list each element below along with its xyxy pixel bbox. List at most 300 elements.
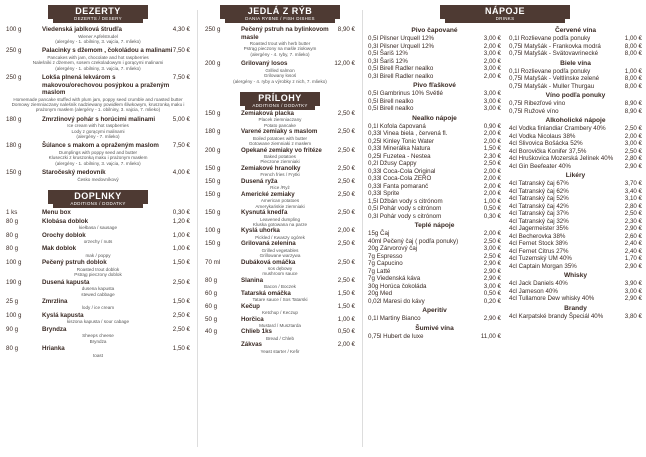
- menu-item: [205, 110, 355, 128]
- item-description: Baked potatoes: [264, 154, 296, 160]
- menu-item: [205, 191, 355, 209]
- drink-row: [509, 280, 642, 288]
- drink-row: [509, 35, 642, 43]
- drink-row: [509, 75, 642, 83]
- item-price: 1,50 €: [172, 345, 190, 353]
- drink-price: 2,00 €: [483, 182, 501, 190]
- item-description: Bacon / Boczek: [264, 284, 296, 290]
- drink-price: 2,00 €: [483, 230, 501, 237]
- drink-row: [509, 133, 642, 141]
- item-weight: 100 g: [205, 227, 221, 235]
- item-name: Orochy doblok: [42, 231, 86, 239]
- menu-item-row: [6, 312, 190, 320]
- item-weight: 180 g: [6, 142, 22, 150]
- drink-row: [368, 175, 501, 183]
- item-weight: 150 g: [205, 109, 221, 117]
- item-weight: 200 g: [205, 60, 221, 68]
- drink-row: [509, 188, 642, 196]
- drink-row: [509, 210, 642, 218]
- item-name: Grilovaná zelenina: [241, 240, 296, 248]
- drink-row: [368, 183, 501, 191]
- item-price: 2,50 €: [337, 164, 355, 172]
- menu-item: [6, 345, 190, 358]
- menu-item-row: [6, 218, 190, 226]
- menu-item: [6, 298, 190, 311]
- menu-item: [205, 341, 355, 354]
- item-price: 2,00 €: [337, 227, 355, 235]
- drink-price: 1,70 €: [624, 255, 642, 262]
- item-price: 4,00 €: [172, 169, 190, 177]
- item-price: 2,50 €: [337, 258, 355, 266]
- drink-name: 4cl Karpatské brandy Špeciál 40%: [509, 312, 604, 320]
- item-weight: 80 g: [6, 231, 19, 239]
- menu-item: [205, 328, 355, 341]
- item-description: Dumplings with poppy seed and butter: [58, 149, 138, 155]
- drink-name: 4cl Borovička Konifer 37,5%: [509, 147, 587, 155]
- drink-name: 0,75l Matyšák - Veltlínske zelené: [509, 75, 600, 82]
- drink-name: 0,75l Matyšák - Svätovavrinecké: [509, 50, 599, 57]
- drink-name: 4cl Vodka Nicolaus 38%: [509, 132, 576, 140]
- drink-price: 2,00 €: [483, 137, 501, 145]
- column-drinks: [364, 0, 646, 340]
- item-weight: 250 g: [6, 74, 22, 82]
- item-description: Ice cream with hot raspberries: [67, 123, 129, 129]
- menu-item-row: [6, 209, 190, 217]
- drink-row: [509, 233, 642, 241]
- drink-row: [509, 218, 642, 226]
- section-title: DOPLNKY: [74, 191, 122, 202]
- drink-group-heading: Šumivé vína: [415, 324, 454, 332]
- item-name: Staročeský medovník: [42, 169, 106, 177]
- drink-name: 0,5l Pohár vody s citrónom: [368, 205, 442, 212]
- drink-row: [509, 140, 642, 148]
- item-weight: 150 g: [205, 164, 221, 172]
- drink-row: [509, 100, 642, 108]
- item-weight: 70 ml: [205, 258, 221, 266]
- drink-row: [368, 35, 501, 43]
- menu-item: [205, 147, 355, 165]
- drink-row: [509, 313, 642, 321]
- item-price: 1,20 €: [172, 217, 190, 225]
- drink-price: 2,90 €: [483, 267, 501, 275]
- item-weight: 200 g: [205, 146, 221, 154]
- item-name: Hrianka: [42, 345, 65, 353]
- section-banner-drinks: [445, 5, 565, 23]
- menu-item-row: [6, 169, 190, 177]
- item-description: (alergény - 7. mlieko): [76, 134, 120, 140]
- item-description: (alergény - 4. ryby a výrobky z nich, 7. mlieko): [233, 78, 327, 84]
- item-description: Pickled / Kwaszy ogórek: [255, 234, 305, 240]
- drink-price: 2,00 €: [483, 175, 501, 182]
- menu-item-row: [205, 128, 355, 136]
- item-price: 2,00 €: [337, 341, 355, 349]
- drink-price: 3,10 €: [624, 195, 642, 202]
- drink-name: 0,5l Gambrinus 10% Světlé: [368, 90, 443, 97]
- menu-item-row: [6, 26, 190, 34]
- drink-name: 40ml Pečený čaj ( podľa ponuky): [368, 237, 459, 245]
- item-description: Bread / Chleb: [265, 335, 295, 341]
- drink-price: 2,40 €: [624, 240, 642, 247]
- item-price: 0,50 €: [337, 328, 355, 336]
- drink-price: 2,30 €: [624, 217, 642, 225]
- drink-row: [368, 58, 501, 66]
- item-weight: 180 g: [205, 128, 221, 136]
- item-description: Bryndza: [89, 338, 107, 344]
- menu-item: [205, 240, 355, 258]
- item-price: 2,50 €: [172, 278, 190, 286]
- item-weight: 100 g: [6, 26, 22, 33]
- drink-name: 4cl Fernet Citrus 27%: [509, 247, 569, 255]
- drink-price: 2,50 €: [624, 210, 642, 217]
- drink-name: 4cl Jagermeister 35%: [509, 225, 569, 232]
- drink-name: 20g Zárvorový čaj: [368, 245, 418, 252]
- drink-row: [368, 198, 501, 206]
- drink-price: 3,90 €: [624, 280, 642, 287]
- drink-name: 4cl Tatranský čaj 67%: [509, 180, 569, 187]
- menu-item: [6, 26, 190, 44]
- drink-row: [368, 245, 501, 253]
- drink-row: [368, 43, 501, 51]
- drink-price: 2,90 €: [624, 225, 642, 232]
- item-weight: 90 g: [6, 325, 19, 333]
- item-name: Zákvas: [241, 341, 262, 349]
- item-weight: 190 g: [6, 278, 22, 286]
- drink-row: [368, 205, 501, 213]
- drink-row: [509, 43, 642, 51]
- item-description: Tatare sauce / Sos Tatarski: [252, 297, 308, 303]
- drink-price: 2,50 €: [483, 160, 501, 167]
- item-name: Kysnutá knedľa: [241, 209, 288, 216]
- item-weight: 250 g: [6, 47, 22, 55]
- section-banner-fish: [225, 5, 335, 23]
- drink-row: [368, 168, 501, 176]
- item-price: 1,00 €: [337, 315, 355, 323]
- drink-name: 0,75l Ribezľové víno: [509, 100, 566, 107]
- menu-item: [6, 142, 190, 166]
- item-weight: 180 g: [6, 115, 22, 123]
- drink-row: [509, 203, 642, 211]
- menu-item: [6, 209, 190, 217]
- drink-price: 2,90 €: [624, 295, 642, 302]
- drink-name: 4cl Tatranský čaj 62%: [509, 187, 569, 195]
- drink-row: [509, 83, 642, 91]
- item-name: Dubáková omáčka: [241, 258, 296, 266]
- drink-price: 3,00 €: [483, 90, 501, 97]
- drink-group-heading: Víno podľa ponuky: [545, 92, 606, 99]
- item-description: Lody z gorącymi malinami: [71, 128, 125, 134]
- item-description: Kluska gotowana na parze: [252, 221, 308, 227]
- drink-price: 3,00 €: [483, 35, 501, 42]
- item-name: Dusená kapusta: [42, 278, 90, 286]
- item-description: Leavened dumpling: [259, 216, 301, 222]
- menu-item: [205, 209, 355, 227]
- drink-group-heading: Whisky: [563, 272, 588, 279]
- menu-item: [205, 316, 355, 329]
- drink-row: [368, 123, 501, 131]
- menu-item-row: [205, 147, 355, 155]
- item-weight: 80 g: [6, 245, 19, 253]
- item-description: Placek ziemniaczany: [258, 117, 302, 123]
- drink-row: [509, 148, 642, 156]
- section-banner-additions: [53, 190, 143, 208]
- menu-item-row: [6, 245, 190, 253]
- item-description: Roasted trout with herb butter: [249, 41, 311, 46]
- item-description: Homemade pancake stuffed with plum jam, poppy seed crumble and roasted butter: [13, 96, 183, 102]
- drink-price: 8,90 €: [624, 107, 642, 115]
- drink-price: 3,80 €: [624, 312, 642, 320]
- item-description: Domowy ziemniaczany naleśnik nadziewany powidłem śliwkowym, kruszonką maku i prażonym masłem (alergény - 1. obilniny, 3. vajcia, 7. mlieko): [11, 101, 185, 113]
- drink-name: 0,33l Sprite: [368, 190, 400, 197]
- item-description: Grillowane warzywa: [259, 253, 301, 259]
- menu-item-row: [205, 60, 355, 68]
- section-subtitle: DEZERTS / DESERY: [74, 16, 122, 21]
- menu-item-row: [6, 142, 190, 150]
- menu-item: [205, 60, 355, 84]
- item-weight: 150 g: [205, 240, 221, 248]
- item-price: 1,50 €: [172, 259, 190, 267]
- item-name: Kyslá kapusta: [42, 311, 84, 319]
- item-price: 7,50 €: [172, 142, 190, 150]
- drink-price: 0,50 €: [483, 205, 501, 212]
- drink-name: 4cl Tatranský čaj 37%: [509, 210, 569, 217]
- menu-item-row: [205, 328, 355, 336]
- item-description: Yeast starter / Kefir: [260, 348, 300, 354]
- drink-price: 3,00 €: [624, 287, 642, 295]
- item-price: 2,50 €: [172, 311, 190, 319]
- drink-name: 0,5l Šariš 12%: [368, 50, 408, 57]
- drink-name: 4cl Captain Morgan 35%: [509, 262, 577, 270]
- drink-name: 7g Viedenská káva: [368, 275, 421, 282]
- item-weight: 80 g: [6, 345, 19, 353]
- menu-item: [205, 290, 355, 303]
- item-name: Slanina: [241, 276, 264, 284]
- drink-name: 0,3l Pilsner Urquell 12%: [368, 42, 435, 50]
- drink-name: 0,75l Ružové víno: [509, 107, 559, 115]
- drink-price: 2,60 €: [624, 232, 642, 240]
- drink-name: 4cl Tatranský čaj 42%: [509, 202, 569, 210]
- drink-price: 2,00 €: [483, 42, 501, 50]
- item-name: Dusená ryža: [241, 177, 278, 185]
- item-weight: 1 ks: [6, 209, 18, 217]
- drink-row: [368, 290, 501, 298]
- menu-item-row: [205, 191, 355, 199]
- menu-item-row: [6, 47, 190, 55]
- menu-item: [6, 218, 190, 231]
- item-description: kiszona kapusta / sour cabage: [66, 319, 130, 325]
- item-price: 2,50 €: [337, 177, 355, 185]
- drink-name: 4cl Fernet Stock 38%: [509, 240, 568, 247]
- drink-price: 3,00 €: [483, 245, 501, 252]
- drink-name: 0,75l Matyšák - Muller Thurgau: [509, 82, 595, 90]
- drink-price: 8,90 €: [624, 100, 642, 107]
- item-price: 1,50 €: [172, 297, 190, 305]
- item-description: Grilled vegetables: [261, 247, 299, 253]
- drink-price: 2,90 €: [483, 315, 501, 322]
- drink-row: [509, 263, 642, 271]
- section-title: JEDLÁ Z RÝB: [247, 6, 313, 16]
- drink-price: 3,00 €: [483, 65, 501, 72]
- drink-price: 2,80 €: [624, 155, 642, 162]
- item-weight: 150 g: [205, 190, 221, 198]
- item-name: Tatarská omáčka: [241, 289, 291, 297]
- item-name: Opekané zemiaky vo fritéze: [241, 146, 322, 154]
- drink-name: 0,33l Minerálka Natura: [368, 145, 431, 152]
- drink-row: [509, 195, 642, 203]
- item-name: Zemiaková placka: [241, 109, 294, 117]
- drink-name: 20g Med: [368, 290, 393, 297]
- drink-price: 3,00 €: [483, 50, 501, 57]
- item-name: Mak doblok: [42, 245, 77, 253]
- divider: [362, 10, 363, 447]
- drink-row: [368, 90, 501, 98]
- drink-price: 2,00 €: [483, 167, 501, 175]
- drink-row: [368, 315, 501, 323]
- drink-name: 4cl Becherovka 38%: [509, 232, 566, 240]
- drink-name: 0,75l Hubert de luxe: [368, 332, 424, 340]
- drink-price: 8,00 €: [624, 75, 642, 82]
- item-name: Menu box: [42, 209, 71, 217]
- section-title: DEZERTY: [75, 6, 121, 16]
- drink-price: 2,40 €: [624, 247, 642, 255]
- item-name: Kečup: [241, 302, 260, 310]
- menu-item-row: [205, 110, 355, 118]
- drink-row: [368, 160, 501, 168]
- item-name: Americké zemiaky: [241, 190, 295, 198]
- menu-item-row: [205, 178, 355, 186]
- item-weight: 80 g: [6, 217, 19, 225]
- drink-name: 1,5l Džbán vody s citrónom: [368, 197, 443, 205]
- drink-row: [368, 105, 501, 113]
- drink-name: 0,1l Kofola čapovaná: [368, 122, 426, 130]
- menu-item-row: [205, 240, 355, 248]
- drink-row: [509, 125, 642, 133]
- item-weight: 60 g: [205, 302, 218, 310]
- item-price: 8,90 €: [337, 26, 355, 33]
- menu-item: [6, 169, 190, 182]
- drink-price: 8,00 €: [624, 50, 642, 57]
- drink-price: 2,90 €: [624, 162, 642, 170]
- item-description: lody / ice cream: [81, 305, 115, 311]
- drink-group-heading: Alkoholické nápoje: [545, 117, 606, 124]
- menu-item-row: [6, 279, 190, 287]
- item-price: 2,50 €: [337, 190, 355, 198]
- drink-row: [368, 73, 501, 81]
- item-price: 1,00 €: [172, 231, 190, 239]
- drink-row: [368, 268, 501, 276]
- item-description: Mustard / Musztarda: [259, 323, 301, 329]
- item-description: Ketchup / Keczup: [261, 310, 298, 316]
- drink-name: 4cl Hruškovica Mozerská Jelínek 40%: [509, 155, 614, 162]
- item-name: Varené zemiaky s maslom: [241, 128, 318, 136]
- drink-price: 2,90 €: [483, 275, 501, 282]
- drink-price: 2,00 €: [483, 72, 501, 80]
- item-price: 2,50 €: [337, 209, 355, 216]
- drink-price: 8,00 €: [624, 82, 642, 90]
- item-name: Šúlance s makom a opraženým maslom: [42, 142, 159, 150]
- item-price: 7,50 €: [172, 47, 190, 55]
- drink-name: 4cl Vodka finlandiar Crambery 40%: [509, 125, 606, 132]
- item-name: Grilovaný losos: [241, 60, 288, 68]
- menu-item-row: [205, 259, 355, 267]
- drink-group-heading: Červené vína: [554, 27, 597, 34]
- drink-name: 4cl Tuzemský UM 40%: [509, 255, 572, 262]
- drink-name: 0,1l Rozlievane podľa ponuky: [509, 67, 591, 75]
- drink-group-heading: Biele vína: [560, 59, 591, 67]
- drink-name: 15g Čaj: [368, 230, 390, 237]
- drink-price: 3,00 €: [624, 140, 642, 147]
- drink-price: 2,50 €: [624, 125, 642, 132]
- menu-item: [6, 279, 190, 297]
- drink-price: 1,00 €: [483, 197, 501, 205]
- item-description: Pstrąg pieczony na maśle ziołowym: [243, 46, 317, 52]
- menu-item-row: [6, 298, 190, 306]
- item-description: Rice /Ryż: [270, 185, 290, 191]
- menu-item: [6, 326, 190, 344]
- section-subtitle: ADDITIONS / DODATKY: [252, 102, 308, 108]
- item-weight: 250 g: [205, 26, 221, 33]
- item-price: 4,30 €: [172, 26, 190, 33]
- drink-price: 3,40 €: [624, 187, 642, 195]
- drink-group-heading: Pivo fľaškové: [413, 82, 456, 89]
- item-name: Pečený pstruh doblok: [42, 259, 107, 267]
- item-description: Pstrąg pieczony doblok: [74, 272, 122, 278]
- section-subtitle: ADDITIONS / DODATKY: [70, 201, 126, 207]
- drink-row: [509, 288, 642, 296]
- drink-group-heading: Teplé nápoje: [414, 222, 455, 229]
- drink-row: [509, 248, 642, 256]
- drink-row: [368, 213, 501, 221]
- item-weight: 80 g: [205, 276, 218, 284]
- drink-price: 2,50 €: [483, 252, 501, 260]
- drink-price: 2,00 €: [624, 132, 642, 140]
- menu-item: [6, 245, 190, 258]
- drink-name: 7g Capucino: [368, 260, 403, 267]
- menu-item-row: [205, 227, 355, 235]
- menu-item: [205, 227, 355, 240]
- drink-name: 0,25l Fuzetea - Nestea: [368, 152, 431, 160]
- drink-price: 2,30 €: [483, 152, 501, 160]
- item-weight: 100 g: [6, 259, 22, 267]
- drink-price: 2,00 €: [483, 130, 501, 137]
- drink-price: 8,00 €: [624, 42, 642, 50]
- item-description: mushroom sauce: [262, 271, 298, 277]
- item-name: Bryndza: [42, 325, 67, 333]
- section-subtitle: DRINKS: [495, 16, 515, 21]
- drink-row: [368, 98, 501, 106]
- item-description: (alergény - 4. ryby, 7. mlieko): [250, 51, 310, 57]
- menu-item: [205, 303, 355, 316]
- drink-price: 0,90 €: [483, 122, 501, 130]
- item-description: Pieczone ziemniaki: [260, 159, 300, 165]
- section-subtitle: DANIA RYBNE / FISH DISHES: [245, 16, 315, 21]
- item-name: Palacinky s džemom , čokoládou a malinami: [42, 47, 173, 55]
- drink-group-heading: Nealko nápoje: [412, 114, 457, 122]
- drink-name: 0,5l Pilsner Urquell 12%: [368, 35, 435, 42]
- menu-item-row: [6, 326, 190, 334]
- drink-name: 30g Horúca čokoláda: [368, 282, 427, 290]
- drink-name: 0,33l Coca-Cola ZERO: [368, 175, 432, 182]
- drink-row: [509, 68, 642, 76]
- item-description: Kluseczki z kruszonką maku i prażonym masłem: [48, 155, 148, 161]
- section-title: PRÍLOHY: [258, 92, 302, 103]
- drink-name: 4cl Tullamore Dew whisky 40%: [509, 295, 595, 302]
- drink-price: 1,50 €: [483, 145, 501, 152]
- drink-name: 4cl Gin Beefeater 40%: [509, 162, 571, 170]
- item-weight: 25 g: [6, 297, 19, 305]
- drink-name: 0,33l Vinea biela , červená fl.: [368, 130, 448, 137]
- menu-item: [205, 259, 355, 277]
- item-description: Grilled salmon: [265, 67, 295, 73]
